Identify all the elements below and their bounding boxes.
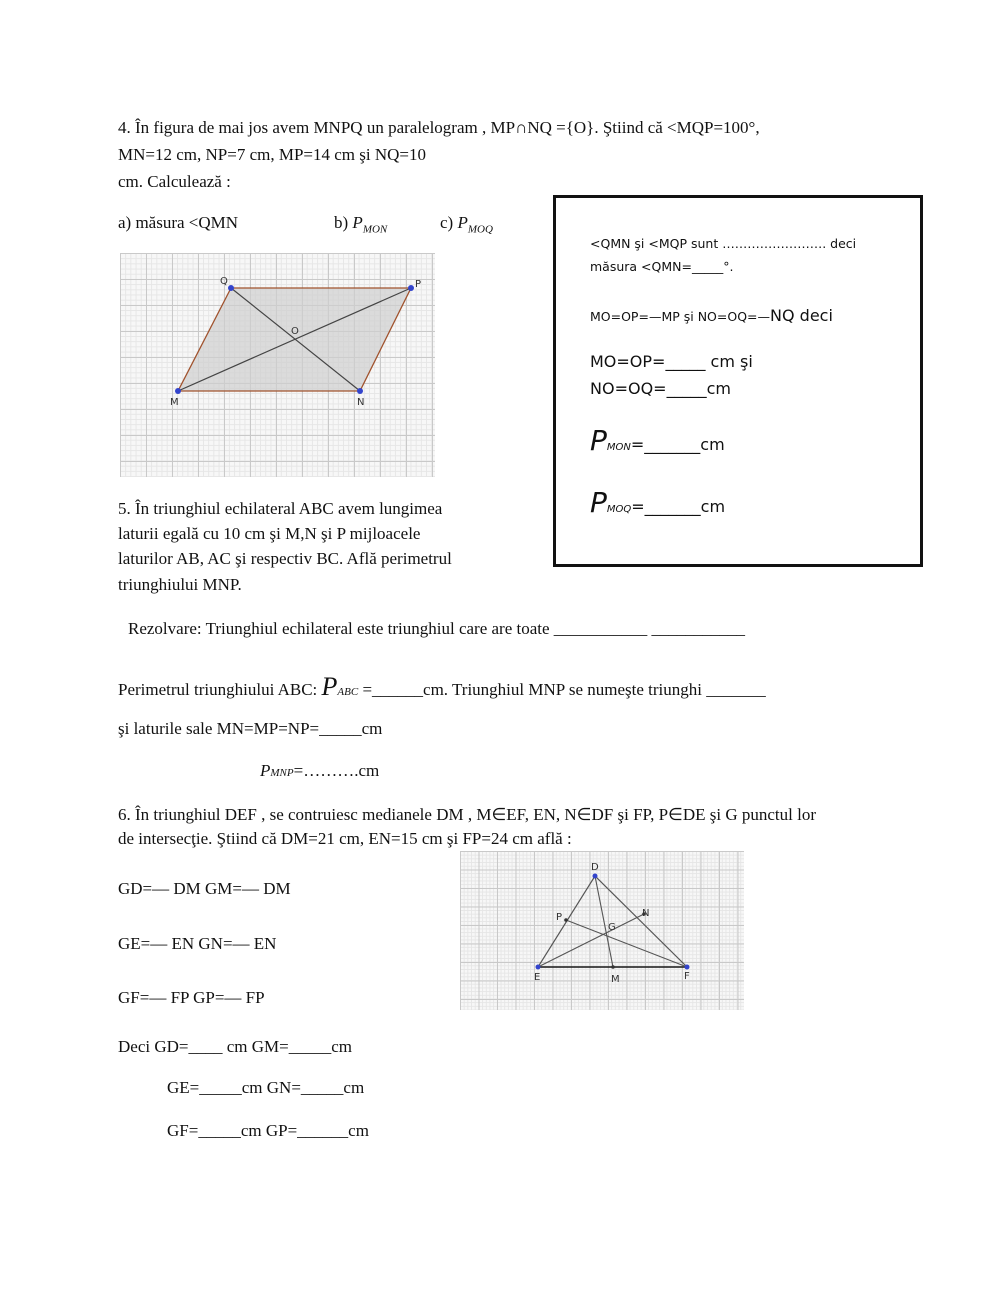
- ex4-statement-line3: cm. Calculează :: [118, 172, 231, 191]
- ex5-solution-line3: şi laturile sale MN=MP=NP=_____cm: [118, 719, 383, 738]
- label-p: P: [415, 279, 422, 290]
- label-m: M: [170, 397, 179, 408]
- ex5-solution-line2: Perimetrul triunghiului ABC: PABC =______cm. Triunghiul MNP se numeşte triunghi _______: [118, 672, 766, 701]
- box-perimeter-moq: PMOQ=_______cm: [590, 486, 726, 519]
- ex4-question-a: a) măsura <QMN: [118, 213, 239, 232]
- box-line2: măsura <QMN=_____°.: [590, 259, 734, 274]
- ex4-question-c: c) $P_{MOQ}$: [440, 213, 493, 236]
- label-o: O: [291, 326, 299, 337]
- ex5-line2: laturii egală cu 10 cm şi M,N şi P mijloacele: [118, 524, 421, 543]
- ex6-ratio-f: GF=— FP GP=— FP: [118, 988, 265, 1007]
- box-line5: NO=OQ=_____cm: [590, 379, 731, 398]
- box-line3: MO=OP=—MP şi NO=OQ=—NQ deci: [590, 306, 833, 325]
- ex6-answer-line2: GE=_____cm GN=_____cm: [167, 1078, 365, 1097]
- ex6-answer-line1: Deci GD=____ cm GM=_____cm: [118, 1037, 352, 1056]
- ex4-question-b: b) $P_{MON}$: [334, 213, 388, 236]
- label-f: F: [684, 971, 690, 982]
- ex4-statement-line1: 4. În figura de mai jos avem MNPQ un paralelogram , MP∩NQ ={O}. Ştiind că <MQP=100°,: [118, 118, 760, 137]
- label-p: P: [556, 912, 563, 923]
- box-line4: MO=OP=_____ cm şi: [590, 352, 753, 371]
- ex6-ratio-d: GD=— DM GM=— DM: [118, 879, 291, 898]
- box-perimeter-mon: PMON=_______cm: [590, 424, 725, 457]
- ex5-solution-line1: Rezolvare: Triunghiul echilateral este triunghiul care are toate ___________ ___________: [128, 619, 746, 638]
- ex6-line2: de intersecţie. Ştiind că DM=21 cm, EN=15 cm şi FP=24 cm află :: [118, 829, 572, 848]
- ex6-answer-line3: GF=_____cm GP=______cm: [167, 1121, 369, 1140]
- label-e: E: [534, 972, 541, 983]
- label-q: Q: [220, 276, 228, 287]
- label-n: N: [357, 397, 365, 408]
- box-line1: <QMN şi <MQP sunt ……………………. deci: [590, 236, 857, 251]
- ex5-line3: laturilor AB, AC şi respectiv BC. Află perimetrul: [118, 549, 452, 568]
- label-g: G: [608, 922, 616, 933]
- ex6-ratio-e: GE=— EN GN=— EN: [118, 934, 277, 953]
- label-n: N: [642, 908, 650, 919]
- label-d: D: [591, 862, 599, 873]
- ex5-line1: 5. În triunghiul echilateral ABC avem lungimea: [118, 499, 443, 518]
- ex5-line4: triunghiului MNP.: [118, 575, 242, 594]
- ex5-solution-line4: PMNP=……….cm: [260, 761, 380, 780]
- ex4-statement-line2: MN=12 cm, NP=7 cm, MP=14 cm şi NQ=10: [118, 145, 426, 164]
- ex6-line1: 6. În triunghiul DEF , se contruiesc medianele DM , M∈EF, EN, N∈DF şi FP, P∈DE şi G punctul lor: [118, 805, 817, 824]
- label-m: M: [611, 974, 620, 985]
